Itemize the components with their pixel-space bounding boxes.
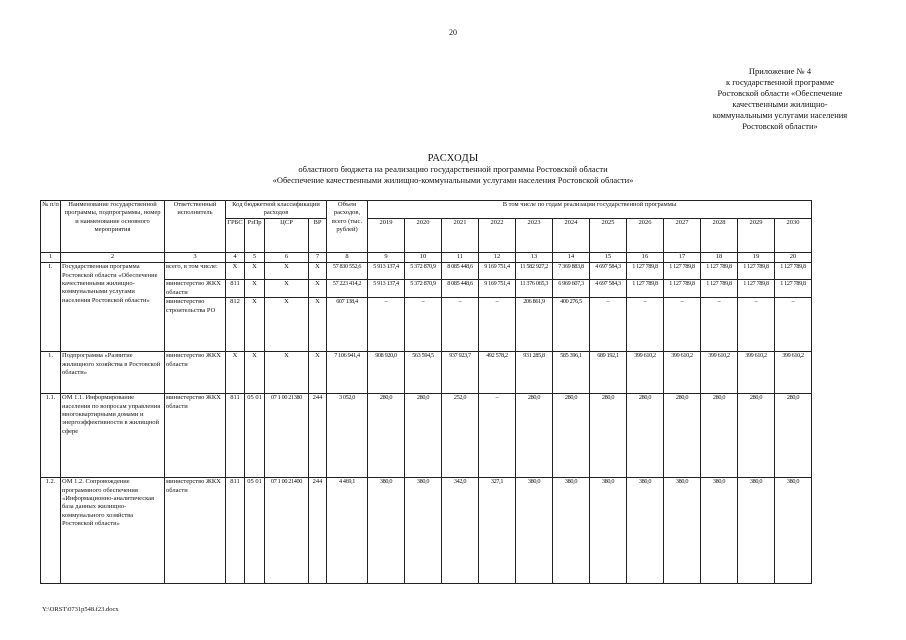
column-index: 19 bbox=[738, 253, 775, 263]
row-csr: 07 1 00 21380 bbox=[265, 394, 309, 478]
header-years-group: В том числе по годам реализации государственной программы bbox=[368, 201, 812, 219]
row-year-value: – bbox=[738, 298, 775, 352]
row-year-value: 380,0 bbox=[775, 478, 812, 584]
header-year: 2030 bbox=[775, 218, 812, 227]
row-num: I. bbox=[41, 263, 61, 352]
appendix-line: Приложение № 4 bbox=[748, 66, 812, 76]
header-csr: ЦСР bbox=[265, 218, 309, 253]
row-csr: 07 1 00 21400 bbox=[265, 478, 309, 584]
row-year-value: 399 610,2 bbox=[738, 352, 775, 394]
row-year-value: 689 192,1 bbox=[590, 352, 627, 394]
row-year-value: 380,0 bbox=[368, 478, 405, 584]
table-row bbox=[41, 478, 812, 584]
row-year-value: 280,0 bbox=[627, 394, 664, 478]
row-grbs: 811 bbox=[226, 280, 245, 298]
appendix-line: коммунальными услугами населения bbox=[712, 110, 848, 120]
column-index: 1 bbox=[41, 253, 61, 263]
row-year-value: 400 276,5 bbox=[553, 298, 590, 352]
column-index: 13 bbox=[516, 253, 553, 263]
row-executor: министерство ЖКХ области bbox=[165, 394, 226, 478]
row-year-value: – bbox=[590, 298, 627, 352]
header-year: 2024 bbox=[553, 218, 590, 227]
row-year-value: 280,0 bbox=[553, 394, 590, 478]
row-grbs: 812 bbox=[226, 298, 245, 352]
appendix-heading bbox=[670, 66, 890, 132]
header-rzpr: РзПр bbox=[245, 218, 265, 253]
column-index: 20 bbox=[775, 253, 812, 263]
appendix-line: Ростовской области «Обеспечение bbox=[717, 88, 843, 98]
column-index: 17 bbox=[664, 253, 701, 263]
row-csr: X bbox=[265, 280, 309, 298]
row-year-value: 380,0 bbox=[516, 478, 553, 584]
row-grbs: X bbox=[226, 263, 245, 280]
page-number: 20 bbox=[449, 28, 457, 37]
row-year-value: 11 376 065,3 bbox=[516, 280, 553, 298]
row-vr: 244 bbox=[309, 394, 327, 478]
row-year-value: 1 127 789,8 bbox=[775, 263, 812, 280]
row-year-value: – bbox=[775, 298, 812, 352]
row-year-value: 6 969 607,3 bbox=[553, 280, 590, 298]
header-year: 2026 bbox=[627, 218, 664, 227]
column-index-row bbox=[41, 253, 812, 263]
row-rzpr: X bbox=[245, 280, 265, 298]
row-year-value: 4 697 584,3 bbox=[590, 263, 627, 280]
row-year-value: 8 085 448,6 bbox=[442, 263, 479, 280]
row-total: 7 106 941,4 bbox=[327, 352, 368, 394]
row-year-value: 931 285,8 bbox=[516, 352, 553, 394]
header-volume-total: всего (тыс. рублей) bbox=[327, 218, 368, 253]
row-year-value: 280,0 bbox=[590, 394, 627, 478]
row-executor: министерство ЖКХ области bbox=[165, 478, 226, 584]
row-year-value: 492 578,2 bbox=[479, 352, 516, 394]
file-path-footer: Y:\ORST\0731p548.f23.docx bbox=[42, 606, 119, 613]
title-program-name: «Обеспечение качественными жилищно-коммунальными услугами населения Ростовской области» bbox=[272, 175, 634, 185]
column-index: 14 bbox=[553, 253, 590, 263]
row-year-value: 206 861,9 bbox=[516, 298, 553, 352]
row-year-value: 5 372 870,9 bbox=[405, 280, 442, 298]
row-year-value: 1 127 789,8 bbox=[738, 263, 775, 280]
row-rzpr: X bbox=[245, 352, 265, 394]
row-year-value: 1 127 789,8 bbox=[701, 263, 738, 280]
row-vr: X bbox=[309, 298, 327, 352]
row-year-value: 399 610,2 bbox=[627, 352, 664, 394]
column-index: 9 bbox=[368, 253, 405, 263]
header-vr: ВР bbox=[309, 218, 327, 253]
row-year-value: 380,0 bbox=[701, 478, 738, 584]
column-index: 10 bbox=[405, 253, 442, 263]
row-vr: X bbox=[309, 280, 327, 298]
row-year-value: 1 127 789,8 bbox=[627, 280, 664, 298]
column-index: 12 bbox=[479, 253, 516, 263]
row-name: ОМ 1.2. Сопровождение программного обеспечения «Информационно-аналитическая база данных жилищно-коммунального хозяйства Ростовской области» bbox=[61, 478, 165, 584]
row-year-value: 280,0 bbox=[738, 394, 775, 478]
row-vr: X bbox=[309, 263, 327, 280]
column-index: 18 bbox=[701, 253, 738, 263]
row-name: Государственная программа Ростовской области «Обеспечение качественными жилищно-коммунальными услугами населения Ростовской области» bbox=[61, 263, 165, 352]
header-year: 2025 bbox=[590, 218, 627, 227]
row-year-value: – bbox=[479, 298, 516, 352]
row-year-value: 9 169 751,4 bbox=[479, 263, 516, 280]
header-year: 2027 bbox=[664, 218, 701, 227]
row-year-value: 342,0 bbox=[442, 478, 479, 584]
row-year-value: 380,0 bbox=[553, 478, 590, 584]
row-year-value: 1 127 789,8 bbox=[664, 263, 701, 280]
row-year-value: 5 913 137,4 bbox=[368, 263, 405, 280]
row-year-value: – bbox=[405, 298, 442, 352]
row-csr: X bbox=[265, 263, 309, 280]
row-year-value: – bbox=[701, 298, 738, 352]
row-year-value: 908 920,0 bbox=[368, 352, 405, 394]
header-volume: Объем расходов, bbox=[327, 201, 368, 219]
expenses-table bbox=[40, 200, 812, 584]
row-year-value: 280,0 bbox=[368, 394, 405, 478]
row-year-value: 280,0 bbox=[775, 394, 812, 478]
row-year-value: 5 913 137,4 bbox=[368, 280, 405, 298]
row-year-value: 8 085 448,6 bbox=[442, 280, 479, 298]
header-name: Наименование государственной программы, подпрограммы, номер и наименование основного мероприятия bbox=[61, 201, 165, 253]
row-year-value: 280,0 bbox=[701, 394, 738, 478]
header-year: 2029 bbox=[738, 218, 775, 227]
row-total: 4 469,1 bbox=[327, 478, 368, 584]
row-year-value: 585 396,1 bbox=[553, 352, 590, 394]
row-grbs: X bbox=[226, 352, 245, 394]
row-year-value: 280,0 bbox=[516, 394, 553, 478]
row-rzpr: X bbox=[245, 263, 265, 280]
row-year-value: 399 610,2 bbox=[775, 352, 812, 394]
row-year-value: 280,0 bbox=[405, 394, 442, 478]
row-year-value: 380,0 bbox=[405, 478, 442, 584]
row-total: 57 223 414,2 bbox=[327, 280, 368, 298]
row-year-value: 380,0 bbox=[664, 478, 701, 584]
row-year-value: – bbox=[368, 298, 405, 352]
row-year-value: 1 127 789,8 bbox=[738, 280, 775, 298]
row-year-value: 399 610,2 bbox=[664, 352, 701, 394]
header-year: 2020 bbox=[405, 218, 442, 227]
row-year-value: 1 127 789,8 bbox=[627, 263, 664, 280]
column-index: 15 bbox=[590, 253, 627, 263]
row-year-value: 327,1 bbox=[479, 478, 516, 584]
row-num: 1.2. bbox=[41, 478, 61, 584]
row-executor: министерство строительства РО bbox=[165, 298, 226, 352]
row-year-value: 380,0 bbox=[738, 478, 775, 584]
header-grbs: ГРБС bbox=[226, 218, 245, 253]
column-index: 16 bbox=[627, 253, 664, 263]
column-index: 2 bbox=[61, 253, 165, 263]
title-subtitle: областного бюджета на реализацию государственной программы Ростовской области bbox=[298, 164, 608, 174]
row-year-value: 1 127 789,8 bbox=[664, 280, 701, 298]
row-num: 1. bbox=[41, 352, 61, 394]
row-year-value: 7 369 883,8 bbox=[553, 263, 590, 280]
row-vr: 244 bbox=[309, 478, 327, 584]
row-total: 57 830 552,6 bbox=[327, 263, 368, 280]
row-year-value: 11 582 927,2 bbox=[516, 263, 553, 280]
row-csr: X bbox=[265, 352, 309, 394]
row-year-value: – bbox=[627, 298, 664, 352]
row-year-value: 5 372 870,9 bbox=[405, 263, 442, 280]
table-row bbox=[41, 394, 812, 478]
column-index: 4 bbox=[226, 253, 245, 263]
column-index: 6 bbox=[265, 253, 309, 263]
row-grbs: 811 bbox=[226, 478, 245, 584]
row-year-value: – bbox=[479, 394, 516, 478]
row-vr: X bbox=[309, 352, 327, 394]
title-main: РАСХОДЫ bbox=[427, 153, 479, 164]
column-index: 5 bbox=[245, 253, 265, 263]
row-total: 607 138,4 bbox=[327, 298, 368, 352]
header-year: 2022 bbox=[479, 218, 516, 227]
row-name: ОМ 1.1. Информирование населения по вопросам управления многоквартирными домами и энергоэффективности в жилищной сфере bbox=[61, 394, 165, 478]
header-year: 2019 bbox=[368, 218, 405, 227]
row-year-value: 1 127 789,8 bbox=[775, 280, 812, 298]
row-year-value: 4 697 584,3 bbox=[590, 280, 627, 298]
header-num: № п/п bbox=[41, 201, 61, 253]
header-budget-code: Код бюджетной классификации расходов bbox=[226, 201, 327, 219]
row-year-value: 380,0 bbox=[627, 478, 664, 584]
row-year-value: – bbox=[664, 298, 701, 352]
row-executor: всего, в том числе: bbox=[165, 263, 226, 280]
row-total: 3 052,0 bbox=[327, 394, 368, 478]
row-year-value: 380,0 bbox=[590, 478, 627, 584]
row-rzpr: 05 01 bbox=[245, 478, 265, 584]
document-title bbox=[100, 153, 806, 186]
appendix-line: Ростовской области» bbox=[742, 121, 818, 131]
row-year-value: 252,0 bbox=[442, 394, 479, 478]
column-index: 8 bbox=[327, 253, 368, 263]
row-name: Подпрограмма «Развитие жилищного хозяйства в Ростовской области» bbox=[61, 352, 165, 394]
header-year: 2028 bbox=[701, 218, 738, 227]
row-year-value: 1 127 789,8 bbox=[701, 280, 738, 298]
table-row bbox=[41, 263, 812, 280]
row-year-value: 9 169 751,4 bbox=[479, 280, 516, 298]
column-index: 11 bbox=[442, 253, 479, 263]
row-year-value: 563 594,5 bbox=[405, 352, 442, 394]
header-year: 2023 bbox=[516, 218, 553, 227]
row-year-value: 280,0 bbox=[664, 394, 701, 478]
row-year-value: – bbox=[442, 298, 479, 352]
row-year-value: 399 610,2 bbox=[701, 352, 738, 394]
appendix-line: качественными жилищно- bbox=[732, 99, 828, 109]
row-grbs: 811 bbox=[226, 394, 245, 478]
appendix-line: к государственной программе bbox=[725, 77, 835, 87]
row-executor: министерство ЖКХ области bbox=[165, 352, 226, 394]
table-row bbox=[41, 352, 812, 394]
header-year: 2021 bbox=[442, 218, 479, 227]
row-rzpr: X bbox=[245, 298, 265, 352]
column-index: 3 bbox=[165, 253, 226, 263]
row-csr: X bbox=[265, 298, 309, 352]
row-rzpr: 05 01 bbox=[245, 394, 265, 478]
row-year-value: 937 923,7 bbox=[442, 352, 479, 394]
row-num: 1.1. bbox=[41, 394, 61, 478]
header-executor: Ответственный исполнитель bbox=[165, 201, 226, 253]
row-executor: министерство ЖКХ области bbox=[165, 280, 226, 298]
column-index: 7 bbox=[309, 253, 327, 263]
